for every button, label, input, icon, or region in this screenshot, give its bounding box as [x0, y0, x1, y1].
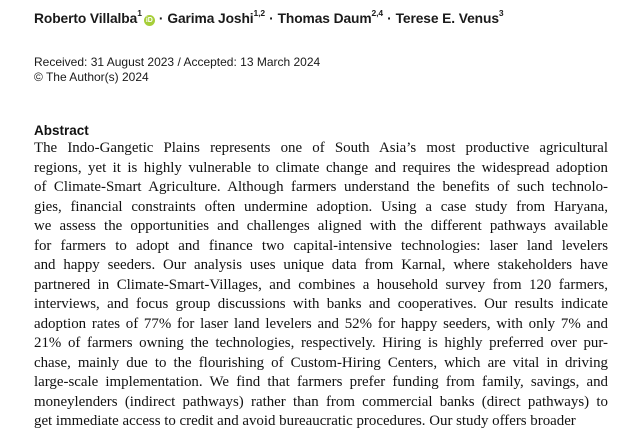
abstract-line: chase, mainly due to the flourishing of Custom-Hiring Centers, which are vital in driving	[34, 354, 608, 371]
abstract-line: we assess the opportunities and challenges aligned with the different pathways available	[34, 218, 608, 234]
author-separator: ·	[387, 10, 392, 26]
abstract-line: and happy seeders. Our analysis uses unique data from Karnal, where stakeholders have	[34, 257, 608, 273]
abstract-line: partnered in Climate-Smart-Villages, and combines a household survey from 120 farmers,	[34, 276, 608, 293]
abstract-heading: Abstract	[34, 123, 89, 138]
abstract-line: interviews, and focus group discussions with banks and cooperatives. Our results indicate	[34, 296, 608, 312]
copyright-notice: © The Author(s) 2024	[34, 70, 149, 84]
author[interactable]: Roberto Villalba$^1$iD	[34, 11, 155, 26]
abstract-line: adoption rates of 77% for laser land levelers and 52% for happy seeders, with only 7% and	[34, 315, 608, 332]
received-accepted-dates: Received: 31 August 2023 / Accepted: 13 March 2024	[34, 55, 321, 69]
orcid-icon[interactable]: iD	[144, 15, 155, 26]
abstract-line: gies, financial constraints often undermine adoption. Using a case study from Haryana,	[34, 198, 608, 215]
author[interactable]: Garima Joshi$^{1,2}$	[167, 8, 266, 26]
author[interactable]: Thomas Daum$^{2,4}$	[277, 8, 384, 26]
abstract-line: moneylenders (indirect pathways) rather than from commercial banks (direct pathways) to	[34, 393, 608, 410]
abstract-line: for farmers to adopt and finance two capital-intensive technologies: laser land levelers	[34, 237, 608, 254]
author[interactable]: Terese E. Venus$^3$	[395, 8, 504, 26]
abstract-line: 21% of farmers owning the technologies, respectively. Hiring is highly preferred over pur-	[34, 335, 608, 351]
author-list	[34, 9, 504, 26]
author-separator: ·	[269, 10, 274, 26]
author-separator: ·	[158, 10, 164, 26]
abstract-line: get immediate access to credit and avoid bureaucratic procedures. Our study offers broader	[34, 413, 576, 429]
abstract-body	[34, 139, 608, 432]
abstract-line: The Indo-Gangetic Plains represents one of South Asia’s most productive agricultural	[34, 140, 608, 156]
abstract-line: of Climate-Smart Agriculture. Although farmers understand the benefits of such technolo-	[34, 179, 608, 195]
abstract-line: large-scale implementation. We find that farmers prefer funding from family, savings, and	[34, 374, 608, 390]
abstract-line: regions, yet it is highly vulnerable to climate change and requires the widespread adoption	[34, 159, 608, 176]
